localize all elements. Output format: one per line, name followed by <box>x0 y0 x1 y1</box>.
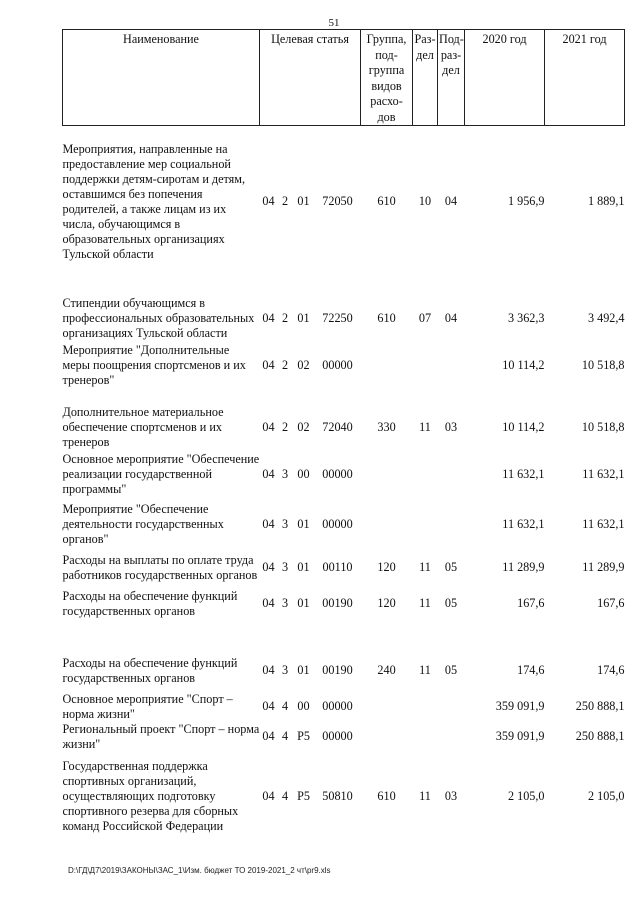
row-expense-group: 330 <box>377 419 396 434</box>
row-subsection <box>438 450 465 500</box>
row-section: 07 <box>418 310 432 325</box>
row-section: 11 <box>419 596 431 610</box>
row-subprogram: 4 <box>281 699 289 713</box>
row-value-2021: 11 289,9 <box>582 560 625 574</box>
row-expense-group <box>361 692 413 722</box>
header-section: Раз- дел <box>413 30 438 126</box>
row-program: 04 <box>262 194 275 209</box>
row-value-2020: 1 956,9 <box>507 194 545 209</box>
row-value-2021: 11 632,1 <box>582 467 625 481</box>
table-row <box>63 586 625 622</box>
table-body <box>63 126 625 842</box>
row-section <box>413 500 438 550</box>
header-target: Целевая статья <box>260 30 361 126</box>
row-name: Государственная поддержка спортивных организаций, осуществляющих подготовку спортивного резерва для сборных команд Российской Федерации <box>62 759 239 833</box>
row-section: 11 <box>419 663 431 677</box>
row-program: 04 <box>262 699 275 713</box>
table-row <box>63 450 625 500</box>
row-subsection: 03 <box>444 789 458 803</box>
row-value-2021: 11 632,1 <box>582 517 625 531</box>
row-program: 04 <box>262 729 275 743</box>
row-section <box>413 450 438 500</box>
row-value-2021: 167,6 <box>597 596 625 610</box>
row-value-2020: 3 362,3 <box>507 310 545 325</box>
header-name: Наименование <box>63 30 260 126</box>
row-direction: 50810 <box>322 789 353 803</box>
table-row <box>63 752 625 842</box>
row-name: Расходы на обеспечение функций государственных органов <box>62 588 238 618</box>
row-value-2020: 2 105,0 <box>507 789 545 803</box>
budget-table <box>62 29 625 842</box>
row-measure: 01 <box>297 194 310 209</box>
row-program: 04 <box>262 789 275 803</box>
row-section: 11 <box>419 560 431 574</box>
row-value-2021: 10 518,8 <box>581 358 625 372</box>
row-program: 04 <box>262 467 275 481</box>
row-value-2020: 11 289,9 <box>502 560 545 574</box>
row-value-2021: 3 492,4 <box>587 310 625 325</box>
row-subprogram: 2 <box>281 194 289 209</box>
row-value-2021: 10 518,8 <box>581 419 625 434</box>
table-row <box>63 500 625 550</box>
row-measure: 01 <box>297 663 310 677</box>
row-expense-group: 120 <box>377 596 396 610</box>
row-section <box>413 722 438 752</box>
row-program: 04 <box>262 310 275 325</box>
row-program: 04 <box>262 358 275 372</box>
row-subprogram: 4 <box>281 729 289 743</box>
row-subsection: 05 <box>444 596 458 610</box>
row-subprogram: 3 <box>281 517 289 531</box>
table-row <box>63 550 625 586</box>
row-expense-group <box>361 341 413 391</box>
row-section: 10 <box>418 194 432 209</box>
table-row <box>63 126 625 278</box>
row-direction: 72040 <box>322 419 353 434</box>
row-measure: P5 <box>297 789 310 803</box>
page-number: 51 <box>328 17 340 29</box>
row-expense-group <box>361 722 413 752</box>
row-value-2021: 1 889,1 <box>587 194 625 209</box>
row-expense-group: 120 <box>377 560 396 574</box>
row-subsection: 05 <box>444 560 458 574</box>
table-row <box>63 722 625 752</box>
row-program: 04 <box>262 419 275 434</box>
row-value-2020: 11 632,1 <box>502 517 545 531</box>
row-direction: 00190 <box>322 596 353 610</box>
row-name: Стипендии обучающимся в профессиональных образовательных организациях Тульской области <box>62 295 255 340</box>
row-subprogram: 3 <box>281 467 289 481</box>
row-subprogram: 3 <box>281 663 289 677</box>
row-name: Основное мероприятие "Спорт – норма жизни" <box>62 691 233 721</box>
table-row <box>63 622 625 692</box>
row-value-2020: 359 091,9 <box>495 699 545 713</box>
table-header <box>63 30 625 126</box>
row-direction: 72050 <box>322 194 353 209</box>
row-subsection <box>438 722 465 752</box>
row-direction: 00000 <box>322 729 353 743</box>
row-direction: 00000 <box>322 358 353 372</box>
row-section: 11 <box>419 789 431 803</box>
row-expense-group: 610 <box>377 194 396 209</box>
row-subprogram: 2 <box>281 358 289 372</box>
row-direction: 00000 <box>322 517 353 531</box>
row-subprogram: 4 <box>281 789 289 803</box>
row-value-2020: 10 114,2 <box>502 358 545 372</box>
row-section: 11 <box>419 419 431 434</box>
row-measure: 01 <box>297 560 310 574</box>
file-path-footer: D:\ГД\Д7\2019\ЗАКОНЫ\ЗАС_1\Изм. бюджет ТО 2019-2021_2 чт\pr9.xls <box>68 866 331 875</box>
header-subsection: Под- раз- дел <box>438 30 465 126</box>
row-section <box>413 692 438 722</box>
row-direction: 00000 <box>322 699 353 713</box>
row-name: Мероприятие "Обеспечение деятельности государственных органов" <box>62 502 224 546</box>
row-name: Региональный проект "Спорт – норма жизни" <box>62 721 260 751</box>
row-subsection <box>438 500 465 550</box>
row-expense-group <box>361 450 413 500</box>
row-direction: 00110 <box>322 560 353 574</box>
row-direction: 72250 <box>322 310 353 325</box>
row-value-2021: 174,6 <box>597 663 625 677</box>
row-value-2020: 10 114,2 <box>502 419 545 434</box>
row-subprogram: 2 <box>281 310 289 325</box>
row-expense-group <box>361 500 413 550</box>
row-name: Мероприятия, направленные на предоставление мер социальной поддержки детям-сиротам и детям, оставшимся без попечения родителей, а также лицам из их числа, обучающимся в образовательных организациях Тульской области <box>62 141 246 261</box>
row-subsection <box>438 692 465 722</box>
table-row <box>63 692 625 722</box>
row-value-2021: 250 888,1 <box>575 699 625 713</box>
row-expense-group: 240 <box>377 663 396 677</box>
row-subprogram: 3 <box>281 596 289 610</box>
table-row <box>63 278 625 341</box>
row-direction: 00000 <box>322 467 353 481</box>
row-program: 04 <box>262 517 275 531</box>
row-name: Дополнительное материальное обеспечение спортсменов и их тренеров <box>62 404 224 449</box>
row-measure: 01 <box>297 596 310 610</box>
row-subsection: 05 <box>444 663 458 677</box>
row-section <box>413 341 438 391</box>
row-name: Мероприятие "Дополнительные меры поощрения спортсменов и их тренеров" <box>62 343 246 387</box>
row-expense-group: 610 <box>377 310 396 325</box>
row-name: Расходы на выплаты по оплате труда работников государственных органов <box>62 552 258 582</box>
row-subsection: 04 <box>444 194 458 209</box>
row-measure: 00 <box>297 467 310 481</box>
row-subprogram: 3 <box>281 560 289 574</box>
row-subsection: 04 <box>444 310 458 325</box>
row-program: 04 <box>262 560 275 574</box>
row-measure: 01 <box>297 517 310 531</box>
row-name: Расходы на обеспечение функций государственных органов <box>62 655 238 685</box>
table-row <box>63 391 625 450</box>
row-subsection: 03 <box>444 419 458 434</box>
row-value-2020: 359 091,9 <box>495 729 545 743</box>
row-subsection <box>438 341 465 391</box>
row-value-2020: 11 632,1 <box>502 467 545 481</box>
header-group: Группа, под- группа видов расхо- дов <box>361 30 413 126</box>
header-2020: 2020 год <box>465 30 545 126</box>
header-2021: 2021 год <box>545 30 625 126</box>
row-expense-group: 610 <box>377 789 396 803</box>
row-measure: P5 <box>297 729 310 743</box>
row-measure: 00 <box>297 699 310 713</box>
row-measure: 01 <box>297 310 310 325</box>
row-value-2020: 174,6 <box>517 663 545 677</box>
row-program: 04 <box>262 663 275 677</box>
table-row <box>63 341 625 391</box>
row-program: 04 <box>262 596 275 610</box>
row-direction: 00190 <box>322 663 353 677</box>
row-value-2021: 250 888,1 <box>575 729 625 743</box>
row-measure: 02 <box>297 358 310 372</box>
row-name: Основное мероприятие "Обеспечение реализации государственной программы" <box>62 452 260 496</box>
row-value-2021: 2 105,0 <box>587 789 625 803</box>
row-measure: 02 <box>297 419 310 434</box>
row-subprogram: 2 <box>281 419 289 434</box>
row-value-2020: 167,6 <box>517 596 545 610</box>
